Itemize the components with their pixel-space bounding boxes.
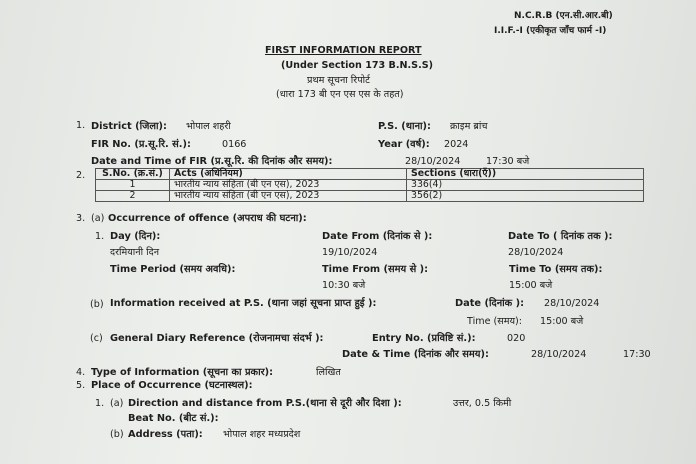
table-cell-act: भारतीय न्याय संहिता (बी एन एस), 2023 bbox=[170, 180, 407, 191]
section-3-number: 3. bbox=[76, 213, 86, 224]
iif-label: I.I.F.-I (एकीकृत जाँच फार्म -I) bbox=[494, 26, 607, 36]
entry-number-label: Entry No. (प्रविष्टि सं.): bbox=[372, 333, 476, 344]
date-to-label: Date To ( दिनांक तक ): bbox=[508, 231, 613, 242]
table-cell-sno: 1 bbox=[96, 180, 170, 191]
fir-time-value: 17:30 बजे bbox=[486, 156, 530, 167]
ps-label: P.S. (थाना): bbox=[378, 121, 431, 132]
day-number: 1. bbox=[95, 231, 105, 242]
table-row bbox=[96, 191, 644, 202]
acts-sections-table bbox=[95, 168, 644, 202]
section-2-number: 2. bbox=[76, 170, 86, 181]
ncrb-label: N.C.R.B (एन.सी.आर.बी) bbox=[514, 11, 613, 21]
date-from-value: 19/10/2024 bbox=[322, 247, 378, 258]
fir-number-label: FIR No. (प्र.सू.रि. सं.): bbox=[91, 139, 191, 150]
time-from-value: 10:30 बजे bbox=[322, 280, 366, 291]
year-label: Year (वर्ष): bbox=[378, 139, 430, 150]
document-title: FIRST INFORMATION REPORT bbox=[265, 45, 422, 56]
fir-number-value: 0166 bbox=[222, 139, 247, 150]
info-date-value: 28/10/2024 bbox=[544, 298, 600, 309]
direction-sublabel: (a) bbox=[110, 398, 124, 409]
table-cell-section: 356(2) bbox=[407, 191, 644, 202]
table-cell-act: भारतीय न्याय संहिता (बी एन एस), 2023 bbox=[170, 191, 407, 202]
info-received-label: Information received at P.S. (थाना जहां सूचना प्राप्त हुई ): bbox=[110, 298, 377, 309]
direction-value: उत्तर, 0.5 किमी bbox=[453, 398, 512, 409]
date-from-label: Date From (दिनांक से ): bbox=[322, 231, 433, 242]
section-hindi: (धारा 173 बी एन एस एस के तहत) bbox=[276, 89, 404, 100]
beat-number-label: Beat No. (बीट सं.): bbox=[128, 413, 219, 424]
section-4-number: 4. bbox=[76, 367, 86, 378]
title-hindi: प्रथम सूचना रिपोर्ट bbox=[307, 75, 370, 86]
table-header-row bbox=[96, 169, 644, 180]
section-1-number: 1. bbox=[76, 120, 86, 131]
diary-date-value: 28/10/2024 bbox=[531, 349, 587, 360]
day-value: दरमियानी दिन bbox=[110, 247, 160, 258]
date-to-value: 28/10/2024 bbox=[508, 247, 564, 258]
table-header-sno: S.No. (क्र.सं.) bbox=[96, 169, 170, 180]
diary-time-value: 17:30 bbox=[623, 349, 651, 360]
table-header-acts: Acts (अधिनियम) bbox=[170, 169, 407, 180]
table-cell-sno: 2 bbox=[96, 191, 170, 202]
place-label: Place of Occurrence (घटनास्थल): bbox=[91, 380, 253, 391]
table-header-sections: Sections (धारा(एँ)) bbox=[407, 169, 644, 180]
section-5-number: 5. bbox=[76, 380, 86, 391]
entry-number-value: 020 bbox=[507, 333, 526, 344]
fir-datetime-label: Date and Time of FIR (प्र.सू.रि. की दिनांक और समय): bbox=[91, 156, 333, 167]
info-type-value: लिखित bbox=[316, 367, 341, 378]
info-received-sublabel: (b) bbox=[90, 299, 104, 310]
info-date-label: Date (दिनांक ): bbox=[455, 298, 525, 309]
table-cell-section: 336(4) bbox=[407, 180, 644, 191]
diary-ref-label: General Diary Reference (रोजनामचा संदर्भ ): bbox=[110, 333, 324, 344]
district-value: भोपाल शहरी bbox=[186, 121, 231, 132]
address-label: Address (पता): bbox=[128, 429, 203, 440]
address-sublabel: (b) bbox=[110, 429, 124, 440]
occurrence-label: Occurrence of offence (अपराध की घटना): bbox=[108, 213, 307, 224]
address-value: भोपाल शहर मध्यप्रदेश bbox=[223, 429, 301, 440]
year-value: 2024 bbox=[444, 139, 469, 150]
info-type-label: Type of Information (सूचना का प्रकार): bbox=[91, 367, 274, 378]
info-time-value: 15:00 बजे bbox=[540, 316, 584, 327]
district-label: District (जिला): bbox=[91, 121, 167, 132]
fir-date-value: 28/10/2024 bbox=[405, 156, 461, 167]
day-label: Day (दिन): bbox=[110, 231, 161, 242]
table-row bbox=[96, 180, 644, 191]
time-from-label: Time From (समय से ): bbox=[322, 264, 429, 275]
diary-ref-sublabel: (c) bbox=[90, 333, 103, 344]
under-section: (Under Section 173 B.N.S.S) bbox=[281, 60, 434, 71]
occurrence-sublabel: (a) bbox=[91, 213, 105, 224]
diary-datetime-label: Date & Time (दिनांक और समय): bbox=[342, 349, 489, 360]
time-to-value: 15:00 बजे bbox=[509, 280, 553, 291]
ps-value: क्राइम ब्रांच bbox=[450, 121, 488, 132]
info-time-label: Time (समय): bbox=[467, 316, 523, 327]
time-period-label: Time Period (समय अवधि): bbox=[110, 264, 236, 275]
place-sub-number: 1. bbox=[95, 398, 105, 409]
direction-label: Direction and distance from P.S.(थाना से दूरी और दिशा ): bbox=[128, 398, 402, 409]
time-to-label: Time To (समय तक): bbox=[509, 264, 603, 275]
